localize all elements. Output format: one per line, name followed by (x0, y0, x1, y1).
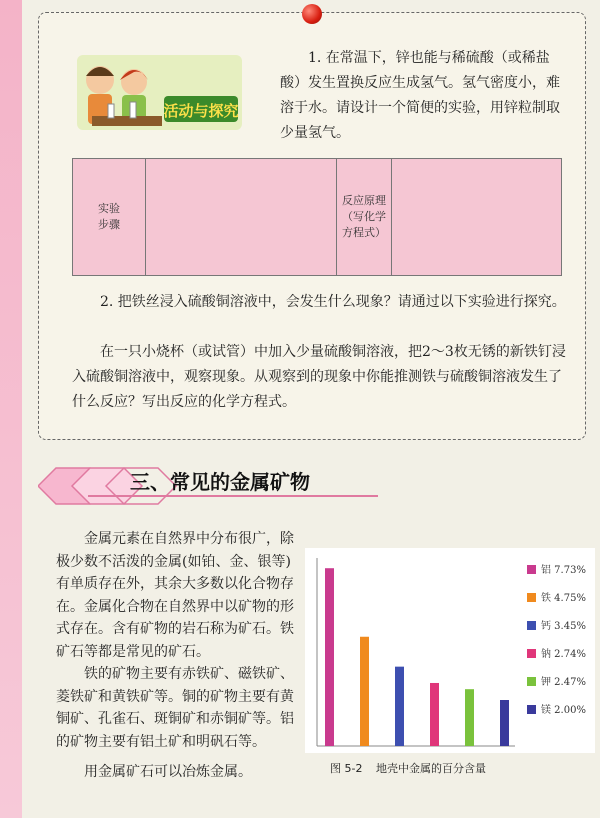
chart-bar-2 (360, 637, 369, 746)
table-label-principle: 反应原理 （写化学 方程式） (337, 159, 392, 276)
section-underline (88, 495, 378, 497)
figure-caption-text: 地壳中金属的百分含量 (375, 762, 486, 775)
figure-number: 图 5-2 (330, 762, 363, 775)
legend-label-3: 钙 3.45% (541, 621, 586, 632)
legend-label-4: 钠 2.74% (541, 649, 586, 660)
legend-label-6: 镁 2.00% (541, 705, 586, 716)
section-title: 三、常见的金属矿物 (130, 470, 310, 494)
chart-bar-1 (325, 568, 334, 746)
body-text (56, 528, 301, 784)
figure-caption (330, 760, 590, 776)
table-cell-steps[interactable] (146, 159, 337, 276)
body-paragraph-2: 铁的矿物主要有赤铁矿、磁铁矿、菱铁矿和黄铁矿等。铜的矿物主要有黄铜矿、孔雀石、斑铜矿和赤铜矿等。铝的矿物主要有铝土矿和明矾石等。 (56, 666, 294, 750)
chart-bar-4 (430, 683, 439, 746)
legend-swatch-4 (527, 649, 536, 658)
legend-swatch-2 (527, 593, 536, 602)
legend-label-2: 铁 4.75% (541, 593, 586, 604)
legend-label-5: 钾 2.47% (541, 677, 586, 688)
legend-label-1: 铝 7.73% (541, 565, 586, 576)
activity-paragraph-3: 在一只小烧杯（或试管）中加入少量硫酸铜溶液，把2～3枚无锈的新铁钉浸入硫酸铜溶液中，观察现象。从观察到的现象中你能推测铁与硫酸铜溶液发生了什么反应？写出反应的化学方程式。 (72, 344, 566, 410)
table-label-steps: 实验 步骤 (73, 159, 146, 276)
metal-abundance-chart (305, 548, 595, 788)
chart-bar-3 (395, 667, 404, 746)
experiment-table (72, 158, 562, 276)
page-edge-strip (0, 0, 22, 818)
pushpin-icon (302, 4, 322, 24)
body-paragraph-1: 金属元素在自然界中分布很广，除极少数不活泼的金属(如铂、金、银等)有单质存在外，其余大多数以化合物存在。金属化合物在自然界中以矿物的形式存在。含有矿物的岩石称为矿石。铁矿石等都是常见的矿石。 (56, 531, 294, 660)
activity-paragraph-2: 2. 把铁丝浸入硫酸铜溶液中，会发生什么现象？请通过以下实验进行探究。 (100, 294, 566, 310)
body-paragraph-3: 用金属矿石可以冶炼金属。 (84, 764, 252, 780)
chart-bar-5 (465, 689, 474, 746)
legend-swatch-5 (527, 677, 536, 686)
table-cell-principle[interactable] (392, 159, 562, 276)
activity-paragraph-1: 1. 在常温下，锌也能与稀硫酸（或稀盐酸）发生置换反应生成氢气。氢气密度小，难溶于水。请设计一个简便的实验，用锌粒制取少量氢气。 (280, 50, 560, 141)
legend-swatch-6 (527, 705, 536, 714)
legend-swatch-3 (527, 621, 536, 630)
activity-badge: 活动与探究 (163, 102, 239, 120)
legend-swatch-1 (527, 565, 536, 574)
activity-illustration (72, 50, 247, 135)
chart-bar-6 (500, 700, 509, 746)
